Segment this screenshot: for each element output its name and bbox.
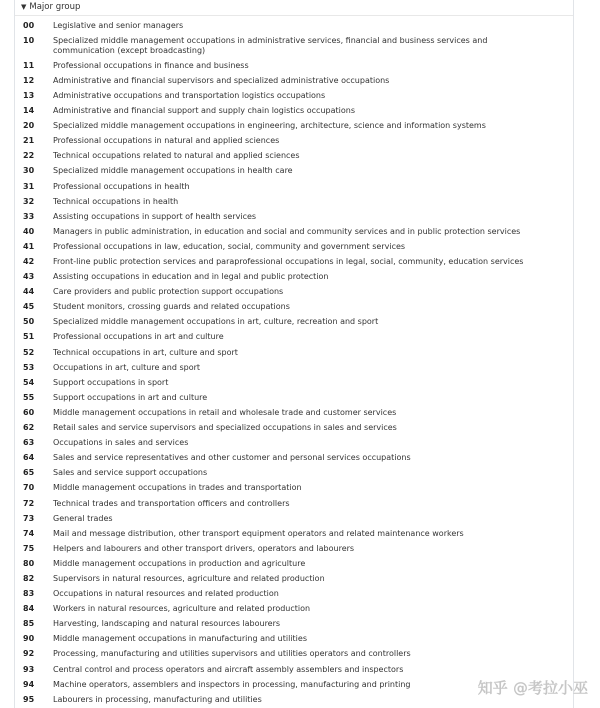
group-title: Middle management occupations in retail and wholesale trade and customer services <box>53 407 397 417</box>
group-code: 94 <box>23 679 35 689</box>
group-title: Machine operators, assemblers and inspectors in processing, manufacturing and printing <box>53 679 411 689</box>
group-code: 33 <box>23 211 35 221</box>
group-code: 84 <box>23 604 35 614</box>
group-title: Sales and service representatives and other customer and personal services occupations <box>53 453 411 463</box>
list-item <box>15 285 573 300</box>
list-item <box>15 149 573 164</box>
major-group-label: Major group <box>29 2 81 12</box>
list-item <box>15 602 573 617</box>
list-item <box>15 179 573 194</box>
list-item <box>15 541 573 556</box>
list-item <box>15 239 573 254</box>
group-title: Helpers and labourers and other transport drivers, operators and labourers <box>53 543 355 553</box>
group-title: Assisting occupations in support of health services <box>53 211 257 221</box>
list-item <box>15 451 573 466</box>
group-code: 32 <box>23 196 35 206</box>
group-code: 45 <box>23 302 35 312</box>
group-code: 60 <box>23 407 35 417</box>
group-title: Technical trades and transportation officers and controllers <box>53 498 290 508</box>
list-item <box>15 420 573 435</box>
group-title: Professional occupations in art and culture <box>53 332 224 342</box>
group-title: Specialized middle management occupations in administrative services, financial and business services and communication (except broadcasting) <box>53 35 488 55</box>
group-title: Professional occupations in natural and applied sciences <box>53 136 280 146</box>
group-code: 95 <box>23 694 35 704</box>
group-code: 10 <box>23 35 35 45</box>
list-item <box>15 58 573 73</box>
list-item <box>15 33 573 58</box>
list-item <box>15 88 573 103</box>
major-group-list <box>15 16 573 707</box>
major-group-panel <box>14 0 574 708</box>
list-item <box>15 345 573 360</box>
list-item <box>15 164 573 179</box>
group-title: Occupations in sales and services <box>53 438 189 448</box>
group-code: 13 <box>23 90 35 100</box>
group-title: Specialized middle management occupations in art, culture, recreation and sport <box>53 317 379 327</box>
group-code: 63 <box>23 438 35 448</box>
triangle-down-icon: ▼ <box>21 3 27 11</box>
group-title: Middle management occupations in production and agriculture <box>53 558 306 568</box>
group-title: Administrative and financial support and supply chain logistics occupations <box>53 106 355 116</box>
group-title: Professional occupations in law, education, social, community and government services <box>53 241 406 251</box>
list-item <box>15 18 573 33</box>
group-title: General trades <box>53 513 113 523</box>
group-code: 92 <box>23 649 35 659</box>
group-code: 42 <box>23 257 35 266</box>
group-code: 44 <box>23 287 35 297</box>
group-code: 54 <box>23 377 35 387</box>
group-title: Assisting occupations in education and in legal and public protection <box>53 272 329 282</box>
list-item <box>15 586 573 601</box>
group-title: Mail and message distribution, other transport equipment operators and related maintenance workers <box>53 528 464 538</box>
group-code: 43 <box>23 272 35 282</box>
group-title: Specialized middle management occupations in engineering, architecture, science and information systems <box>53 121 486 131</box>
group-title: Technical occupations related to natural and applied sciences <box>53 151 300 161</box>
list-item <box>15 300 573 315</box>
group-code: 53 <box>23 362 35 372</box>
list-item <box>15 647 573 662</box>
group-title: Processing, manufacturing and utilities supervisors and utilities operators and controllers <box>53 649 411 659</box>
group-title: Student monitors, crossing guards and related occupations <box>53 302 290 312</box>
group-title: Front-line public protection services and paraprofessional occupations in legal, social, community, education services <box>53 257 524 266</box>
group-code: 74 <box>23 528 35 538</box>
group-title: Support occupations in sport <box>53 377 169 387</box>
major-group-toggle[interactable] <box>15 0 573 16</box>
group-title: Professional occupations in health <box>53 181 190 191</box>
group-code: 62 <box>23 423 35 433</box>
list-item <box>15 103 573 118</box>
list-item <box>15 73 573 88</box>
group-code: 14 <box>23 106 35 116</box>
group-title: Supervisors in natural resources, agriculture and related production <box>53 573 325 583</box>
list-item <box>15 315 573 330</box>
list-item <box>15 390 573 405</box>
group-code: 52 <box>23 347 35 357</box>
list-item <box>15 481 573 496</box>
group-title: Managers in public administration, in education and social and community services and in public protection services <box>53 226 521 236</box>
group-title: Workers in natural resources, agriculture and related production <box>53 604 311 614</box>
group-title: Occupations in art, culture and sport <box>53 362 201 372</box>
list-item <box>15 360 573 375</box>
list-item <box>15 270 573 285</box>
group-title: Technical occupations in art, culture and sport <box>53 347 238 357</box>
group-title: Harvesting, landscaping and natural resources labourers <box>53 619 281 629</box>
list-item <box>15 511 573 526</box>
list-item <box>15 375 573 390</box>
group-title: Professional occupations in finance and business <box>53 60 249 70</box>
list-item <box>15 254 573 269</box>
group-title: Administrative occupations and transportation logistics occupations <box>53 90 326 100</box>
group-code: 65 <box>23 468 35 478</box>
list-item <box>15 194 573 209</box>
list-item <box>15 209 573 224</box>
group-code: 90 <box>23 634 35 644</box>
group-code: 80 <box>23 558 35 568</box>
group-code: 72 <box>23 498 35 508</box>
list-item <box>15 436 573 451</box>
group-code: 64 <box>23 453 35 463</box>
group-title: Central control and process operators and aircraft assembly assemblers and inspectors <box>53 664 404 674</box>
group-code: 82 <box>23 573 35 583</box>
group-code: 41 <box>23 241 35 251</box>
list-item <box>15 224 573 239</box>
list-item <box>15 405 573 420</box>
group-code: 70 <box>23 483 35 493</box>
list-item <box>15 617 573 632</box>
list-item <box>15 134 573 149</box>
group-code: 11 <box>23 60 35 70</box>
list-item <box>15 571 573 586</box>
group-title: Middle management occupations in trades and transportation <box>53 483 302 493</box>
group-title: Middle management occupations in manufacturing and utilities <box>53 634 307 644</box>
group-title: Administrative and financial supervisors and specialized administrative occupations <box>53 75 390 85</box>
group-code: 83 <box>23 589 35 599</box>
group-code: 75 <box>23 543 35 553</box>
group-title: Care providers and public protection support occupations <box>53 287 284 297</box>
watermark: 知乎 @考拉小巫 <box>477 679 588 697</box>
list-item <box>15 556 573 571</box>
group-title: Occupations in natural resources and related production <box>53 589 279 599</box>
group-code: 51 <box>23 332 35 342</box>
group-title: Specialized middle management occupations in health care <box>53 166 293 176</box>
list-item <box>15 466 573 481</box>
list-item <box>15 526 573 541</box>
list-item <box>15 662 573 677</box>
group-code: 20 <box>23 121 35 131</box>
group-title: Labourers in processing, manufacturing and utilities <box>53 694 262 704</box>
group-title: Retail sales and service supervisors and specialized occupations in sales and services <box>53 423 397 433</box>
group-code: 93 <box>23 664 35 674</box>
group-code: 40 <box>23 226 35 236</box>
list-item <box>15 330 573 345</box>
group-code: 31 <box>23 181 35 191</box>
group-title: Sales and service support occupations <box>53 468 208 478</box>
list-item <box>15 496 573 511</box>
group-code: 22 <box>23 151 35 161</box>
group-code: 50 <box>23 317 35 327</box>
group-code: 73 <box>23 513 35 523</box>
group-code: 85 <box>23 619 35 629</box>
list-item <box>15 632 573 647</box>
group-code: 00 <box>23 20 35 30</box>
group-title: Support occupations in art and culture <box>53 392 208 402</box>
group-code: 21 <box>23 136 35 146</box>
group-code: 12 <box>23 75 35 85</box>
group-code: 30 <box>23 166 35 176</box>
list-item <box>15 119 573 134</box>
group-code: 55 <box>23 392 35 402</box>
group-title: Technical occupations in health <box>53 196 179 206</box>
group-title: Legislative and senior managers <box>53 20 184 30</box>
